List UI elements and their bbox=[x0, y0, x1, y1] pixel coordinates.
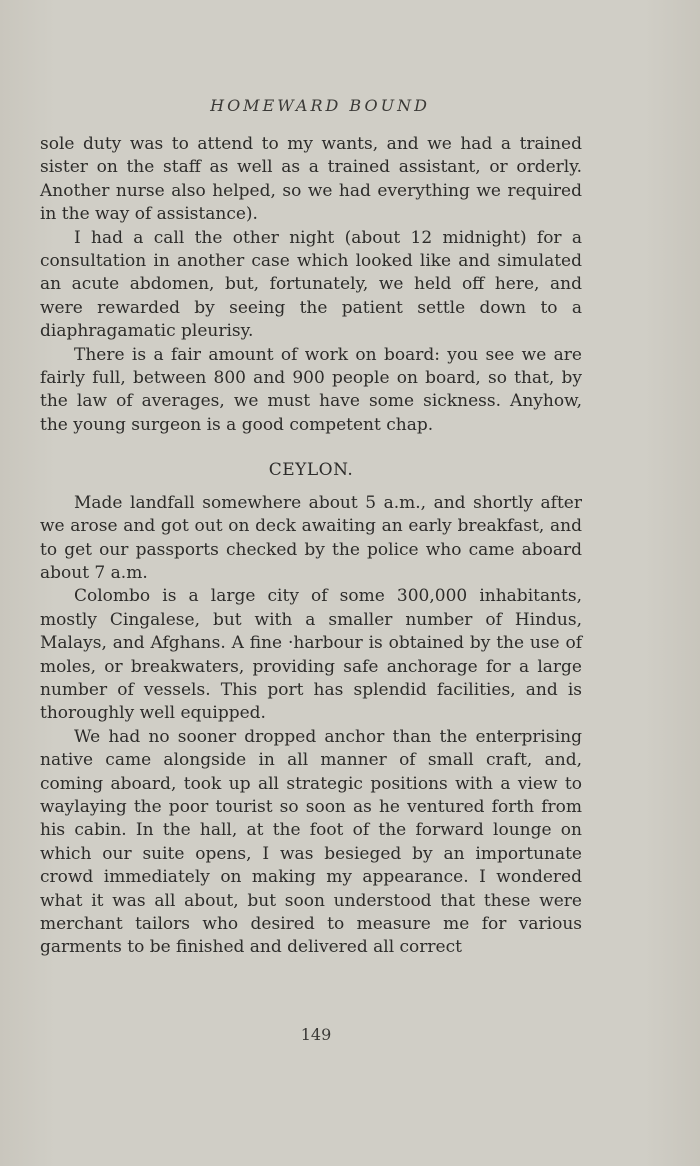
paragraph: We had no sooner dropped anchor than the enterprising native came alongside in all manner of small craft, and, coming aboard, took up all strategic positions with a view to waylaying the poor tourist so soon as he ventured forth from his cabin. In the hall, at the foot of the forward lounge on which our suite opens, I was besieged by an importunate crowd immediately on making my appearance. I wondered what it was all about, but soon understood that these were merchant tailors who desired to measure me for various garments to be finished and delivered all correct bbox=[40, 726, 582, 958]
running-header: HOMEWARD BOUND bbox=[210, 96, 430, 115]
paragraph: I had a call the other night (about 12 midnight) for a consultation in another case which looked like and simulated an acute abdomen, but, fortunately, we held off here, and were rewarded by seeing the patient settle down to a diaphragamatic pleurisy. bbox=[40, 227, 582, 342]
paragraph-continued: sole duty was to attend to my wants, and we had a trained sister on the staff as well as a trained assistant, or orderly. Another nurse also helped, so we had everything we required in the way of assistance). bbox=[40, 134, 582, 225]
page-number: 149 bbox=[300, 1025, 332, 1044]
section-heading: CEYLON. bbox=[268, 460, 354, 481]
page-body bbox=[40, 133, 582, 960]
paragraph: Colombo is a large city of some 300,000 inhabitants, mostly Cingalese, but with a smaller number of Hindus, Malays, and Afghans. A fine ·harbour is obtained by the use of moles, or breakwaters, providing safe anchorage for a large number of vessels. This port has splendid facilities, and is thoroughly well equipped. bbox=[40, 586, 582, 724]
paragraph: There is a fair amount of work on board: you see we are fairly full, between 800 and 900 people on board, so that, by the law of averages, we must have some sickness. Anyhow, the young surgeon is a good competent chap. bbox=[40, 344, 582, 435]
paragraph: Made landfall somewhere about 5 a.m., and shortly after we arose and got out on deck awaiting an early breakfast, and to get our passports checked by the police who came aboard about 7 a.m. bbox=[40, 492, 582, 583]
